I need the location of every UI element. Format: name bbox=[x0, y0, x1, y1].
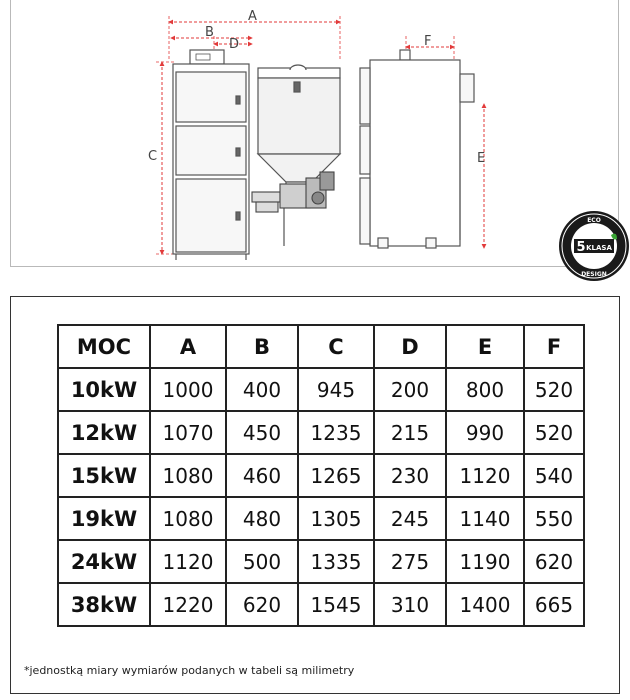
power-cell: 12kW bbox=[58, 411, 150, 454]
dimension-f bbox=[406, 34, 454, 60]
value-cell: 1000 bbox=[150, 368, 226, 411]
header-a: A bbox=[150, 325, 226, 368]
value-cell: 1120 bbox=[446, 454, 524, 497]
table-row bbox=[58, 540, 584, 583]
badge-main-number: 5 bbox=[576, 240, 586, 255]
value-cell: 620 bbox=[524, 540, 584, 583]
value-cell: 1400 bbox=[446, 583, 524, 626]
value-cell: 945 bbox=[298, 368, 374, 411]
value-cell: 500 bbox=[226, 540, 298, 583]
header-d: D bbox=[374, 325, 446, 368]
value-cell: 245 bbox=[374, 497, 446, 540]
boiler-front-view bbox=[173, 50, 249, 260]
value-cell: 520 bbox=[524, 411, 584, 454]
value-cell: 1120 bbox=[150, 540, 226, 583]
header-b: B bbox=[226, 325, 298, 368]
footnote: *jednostką miary wymiarów podanych w tabeli są milimetry bbox=[24, 664, 355, 677]
value-cell: 215 bbox=[374, 411, 446, 454]
power-cell: 24kW bbox=[58, 540, 150, 583]
power-cell: 15kW bbox=[58, 454, 150, 497]
badge-top-text: ECO bbox=[587, 217, 601, 224]
boiler-side-view bbox=[360, 50, 474, 248]
value-cell: 450 bbox=[226, 411, 298, 454]
value-cell: 1140 bbox=[446, 497, 524, 540]
dimension-c bbox=[148, 62, 176, 254]
value-cell: 1235 bbox=[298, 411, 374, 454]
value-cell: 1070 bbox=[150, 411, 226, 454]
dim-label-f: F bbox=[424, 34, 432, 49]
table-row bbox=[58, 583, 584, 626]
value-cell: 1545 bbox=[298, 583, 374, 626]
value-cell: 460 bbox=[226, 454, 298, 497]
value-cell: 540 bbox=[524, 454, 584, 497]
dimensions-table bbox=[57, 324, 585, 627]
header-moc: MOC bbox=[58, 325, 150, 368]
value-cell: 1190 bbox=[446, 540, 524, 583]
value-cell: 310 bbox=[374, 583, 446, 626]
dim-label-e: E bbox=[477, 151, 486, 166]
boiler-technical-drawing bbox=[0, 0, 630, 270]
dimension-b bbox=[171, 25, 252, 40]
eco-5-klasa-badge-icon bbox=[557, 209, 630, 283]
value-cell: 275 bbox=[374, 540, 446, 583]
value-cell: 665 bbox=[524, 583, 584, 626]
value-cell: 520 bbox=[524, 368, 584, 411]
value-cell: 230 bbox=[374, 454, 446, 497]
value-cell: 1265 bbox=[298, 454, 374, 497]
power-cell: 10kW bbox=[58, 368, 150, 411]
value-cell: 620 bbox=[226, 583, 298, 626]
dim-label-b: B bbox=[205, 25, 214, 40]
value-cell: 990 bbox=[446, 411, 524, 454]
table-header-row bbox=[58, 325, 584, 368]
power-cell: 19kW bbox=[58, 497, 150, 540]
badge-bottom-text: DESIGN bbox=[581, 271, 607, 278]
power-cell: 38kW bbox=[58, 583, 150, 626]
value-cell: 800 bbox=[446, 368, 524, 411]
value-cell: 400 bbox=[226, 368, 298, 411]
header-e: E bbox=[446, 325, 524, 368]
dimension-e bbox=[477, 104, 485, 248]
value-cell: 550 bbox=[524, 497, 584, 540]
table-row bbox=[58, 411, 584, 454]
header-c: C bbox=[298, 325, 374, 368]
dim-label-a: A bbox=[248, 9, 257, 24]
value-cell: 480 bbox=[226, 497, 298, 540]
value-cell: 1080 bbox=[150, 497, 226, 540]
badge-main-text: KLASA bbox=[586, 244, 612, 252]
value-cell: 1220 bbox=[150, 583, 226, 626]
table-row bbox=[58, 368, 584, 411]
header-f: F bbox=[524, 325, 584, 368]
value-cell: 200 bbox=[374, 368, 446, 411]
dimensions-table-frame bbox=[10, 296, 620, 694]
table-row bbox=[58, 497, 584, 540]
value-cell: 1305 bbox=[298, 497, 374, 540]
dim-label-c: C bbox=[148, 149, 158, 164]
dim-label-d: D bbox=[229, 37, 240, 52]
table-row bbox=[58, 454, 584, 497]
value-cell: 1335 bbox=[298, 540, 374, 583]
value-cell: 1080 bbox=[150, 454, 226, 497]
